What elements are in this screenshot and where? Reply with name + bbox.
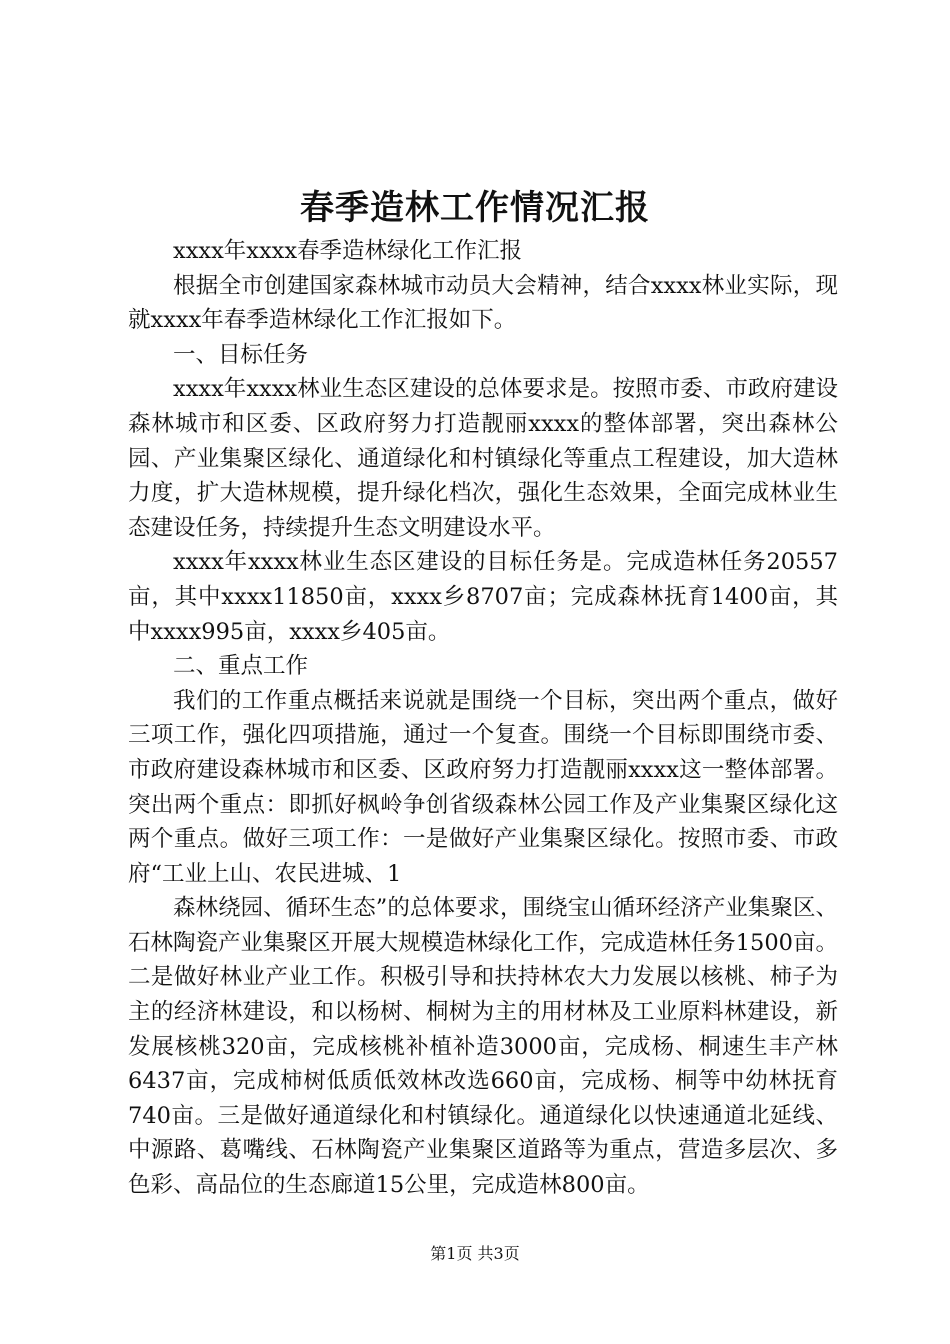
page-number-footer: 第1页 共3页 — [430, 1244, 520, 1263]
document-body — [128, 234, 838, 1203]
paragraph-key-work-summary: 我们的工作重点概括来说就是围绕一个目标，突出两个重点，做好三项工作，强化四项措施，通过一个复查。围绕一个目标即围绕市委、市政府建设森林城市和区委、区政府努力打造靓丽xxxx这一整体部署。突出两个重点：即抓好枫岭争创省级森林公园工作及产业集聚区绿化这两个重点。做好三项工作：一是做好产业集聚区绿化。按照市委、市政府“工业上山、农民进城、1 — [128, 687, 838, 887]
paragraph-target-tasks: xxxx年xxxx林业生态区建设的目标任务是。完成造林任务20557亩，其中xxxx11850亩，xxxx乡8707亩；完成森林抚育1400亩，其中xxxx995亩，xxxx乡405亩。 — [128, 549, 838, 645]
paragraph-key-work-details: 森林绕园、循环生态”的总体要求，围绕宝山循环经济产业集聚区、石林陶瓷产业集聚区开展大规模造林绿化工作，完成造林任务1500亩。二是做好林业产业工作。积极引导和扶持林农大力发展以核桃、柿子为主的经济林建设，和以杨树、桐树为主的用材林及工业原料林建设，新发展核桃320亩，完成核桃补植补造3000亩，完成杨、桐速生丰产林6437亩，完成柿树低质低效林改选660亩，完成杨、桐等中幼林抚育740亩。三是做好通道绿化和村镇绿化。通道绿化以快速通道北延线、中源路、葛嘴线、石林陶瓷产业集聚区道路等为重点，营造多层次、多色彩、高品位的生态廊道15公里，完成造林800亩。 — [128, 895, 838, 1199]
section-heading-goals: 一、目标任务 — [173, 341, 309, 368]
section-heading-key-work: 二、重点工作 — [173, 653, 309, 680]
paragraph-report-heading: xxxx年xxxx春季造林绿化工作汇报 — [173, 238, 523, 264]
paragraph-intro: 根据全市创建国家森林城市动员大会精神，结合xxxx林业实际，现就xxxx年春季造林绿化工作汇报如下。 — [128, 272, 838, 334]
document-title: 春季造林工作情况汇报 — [300, 188, 650, 228]
paragraph-overall-requirements: xxxx年xxxx林业生态区建设的总体要求是。按照市委、市政府建设森林城市和区委、区政府努力打造靓丽xxxx的整体部署，突出森林公园、产业集聚区绿化、通道绿化和村镇绿化等重点工程建设，加大造林力度，扩大造林规模，提升绿化档次，强化生态效果，全面完成林业生态建设任务，持续提升生态文明建设水平。 — [128, 376, 838, 541]
